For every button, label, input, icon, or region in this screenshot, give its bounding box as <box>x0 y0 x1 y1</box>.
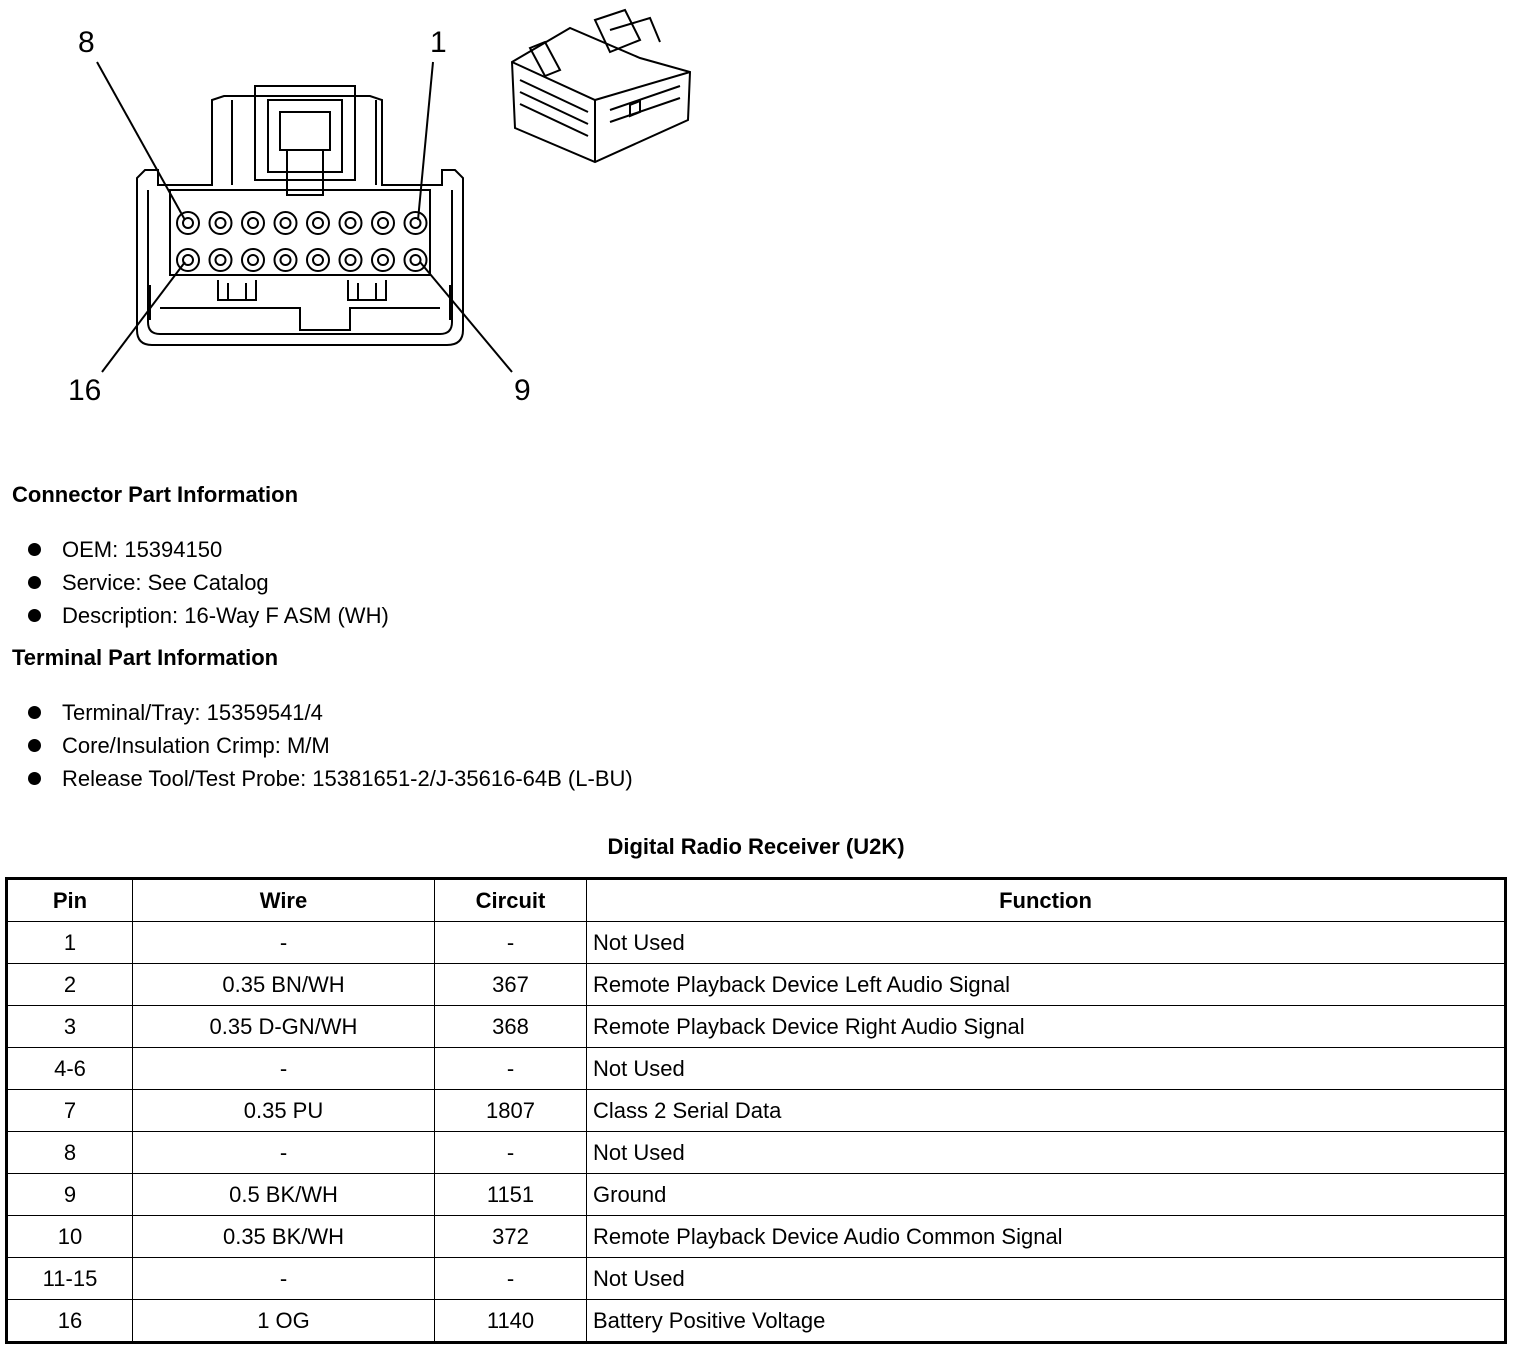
column-header-circuit: Circuit <box>435 879 587 922</box>
list-item: Description: 16-Way F ASM (WH) <box>28 599 389 632</box>
column-header-wire: Wire <box>133 879 435 922</box>
terminal-cavity <box>210 249 232 271</box>
terminal-cavity <box>177 212 199 234</box>
column-header-function: Function <box>587 879 1506 922</box>
column-header-pin: Pin <box>7 879 133 922</box>
table-row <box>7 1090 1506 1132</box>
cell-pin: 9 <box>7 1174 133 1216</box>
table-row <box>7 1174 1506 1216</box>
terminal-cavity <box>242 212 264 234</box>
table-row <box>7 1258 1506 1300</box>
terminal-cavity <box>340 249 362 271</box>
terminal-cavity <box>210 212 232 234</box>
terminal-info-list <box>28 696 633 795</box>
list-item: Terminal/Tray: 15359541/4 <box>28 696 633 729</box>
cell-wire: 0.5 BK/WH <box>133 1174 435 1216</box>
terminal-cavity <box>275 212 297 234</box>
pin-label-8: 8 <box>78 26 95 59</box>
terminal-cavity <box>405 249 427 271</box>
cell-pin: 11-15 <box>7 1258 133 1300</box>
cell-circuit: 1807 <box>435 1090 587 1132</box>
cell-wire: 0.35 BN/WH <box>133 964 435 1006</box>
terminal-cavity-inner <box>346 255 356 265</box>
cell-wire: - <box>133 1132 435 1174</box>
terminal-cavity <box>242 249 264 271</box>
bullet-icon <box>28 543 41 556</box>
cell-function: Remote Playback Device Audio Common Signal <box>587 1216 1506 1258</box>
terminal-cavity <box>307 212 329 234</box>
terminal-cavity <box>275 249 297 271</box>
connector-info-list <box>28 533 389 632</box>
cell-pin: 10 <box>7 1216 133 1258</box>
terminal-cavity-inner <box>378 255 388 265</box>
table-row <box>7 922 1506 964</box>
table-row <box>7 964 1506 1006</box>
pin-label-1: 1 <box>430 26 447 59</box>
terminal-cavity-inner <box>281 218 291 228</box>
list-item: Core/Insulation Crimp: M/M <box>28 729 633 762</box>
cell-wire: 0.35 PU <box>133 1090 435 1132</box>
terminal-cavity-inner <box>313 255 323 265</box>
cell-circuit: 368 <box>435 1006 587 1048</box>
terminal-cavity-inner <box>346 218 356 228</box>
table-title: Digital Radio Receiver (U2K) <box>607 834 905 859</box>
cell-pin: 16 <box>7 1300 133 1343</box>
cell-circuit: 367 <box>435 964 587 1006</box>
cell-wire: 1 OG <box>133 1300 435 1343</box>
pinout-table <box>5 877 1507 1344</box>
bullet-icon <box>28 772 41 785</box>
cell-wire: 0.35 D-GN/WH <box>133 1006 435 1048</box>
cell-function: Ground <box>587 1174 1506 1216</box>
terminal-cavity <box>307 249 329 271</box>
list-item: OEM: 15394150 <box>28 533 389 566</box>
cell-pin: 3 <box>7 1006 133 1048</box>
cell-circuit: - <box>435 1132 587 1174</box>
pin-label-16: 16 <box>68 374 102 407</box>
cell-function: Not Used <box>587 922 1506 964</box>
bullet-icon <box>28 576 41 589</box>
terminal-cavity <box>372 212 394 234</box>
bullet-icon <box>28 706 41 719</box>
cell-function: Class 2 Serial Data <box>587 1090 1506 1132</box>
table-row <box>7 1300 1506 1343</box>
connector-diagram <box>0 0 720 420</box>
cell-function: Not Used <box>587 1048 1506 1090</box>
bullet-icon <box>28 739 41 752</box>
terminal-cavity <box>340 212 362 234</box>
bullet-icon <box>28 609 41 622</box>
cell-function: Not Used <box>587 1132 1506 1174</box>
list-item: Service: See Catalog <box>28 566 389 599</box>
cell-circuit: - <box>435 922 587 964</box>
terminal-cavity-inner <box>281 255 291 265</box>
cell-function: Remote Playback Device Right Audio Signal <box>587 1006 1506 1048</box>
cell-circuit: - <box>435 1258 587 1300</box>
terminal-cavity-inner <box>313 218 323 228</box>
terminal-cavity-inner <box>216 218 226 228</box>
cell-circuit: 1151 <box>435 1174 587 1216</box>
terminal-info-heading: Terminal Part Information <box>12 645 279 670</box>
cell-circuit: - <box>435 1048 587 1090</box>
cell-pin: 4-6 <box>7 1048 133 1090</box>
cell-pin: 2 <box>7 964 133 1006</box>
table-row <box>7 1132 1506 1174</box>
terminal-cavity-inner <box>248 255 258 265</box>
cell-function: Not Used <box>587 1258 1506 1300</box>
cell-circuit: 372 <box>435 1216 587 1258</box>
terminal-cavity-inner <box>411 255 421 265</box>
connector-info-heading: Connector Part Information <box>12 482 299 507</box>
table-row <box>7 1048 1506 1090</box>
cell-pin: 7 <box>7 1090 133 1132</box>
cell-pin: 8 <box>7 1132 133 1174</box>
terminal-cavity-inner <box>378 218 388 228</box>
pin-label-9: 9 <box>514 374 531 407</box>
table-row <box>7 1006 1506 1048</box>
cell-pin: 1 <box>7 922 133 964</box>
cell-function: Remote Playback Device Left Audio Signal <box>587 964 1506 1006</box>
cell-wire: - <box>133 1258 435 1300</box>
terminal-cavity <box>372 249 394 271</box>
cell-wire: - <box>133 922 435 964</box>
cell-wire: - <box>133 1048 435 1090</box>
cell-wire: 0.35 BK/WH <box>133 1216 435 1258</box>
table-header-row <box>7 879 1506 922</box>
terminal-cavity-inner <box>216 255 226 265</box>
connector-3d-view <box>512 10 690 162</box>
terminal-cavity <box>405 212 427 234</box>
list-item: Release Tool/Test Probe: 15381651-2/J-35616-64B (L-BU) <box>28 762 633 795</box>
cell-circuit: 1140 <box>435 1300 587 1343</box>
terminal-cavity-inner <box>248 218 258 228</box>
table-row <box>7 1216 1506 1258</box>
cell-function: Battery Positive Voltage <box>587 1300 1506 1343</box>
